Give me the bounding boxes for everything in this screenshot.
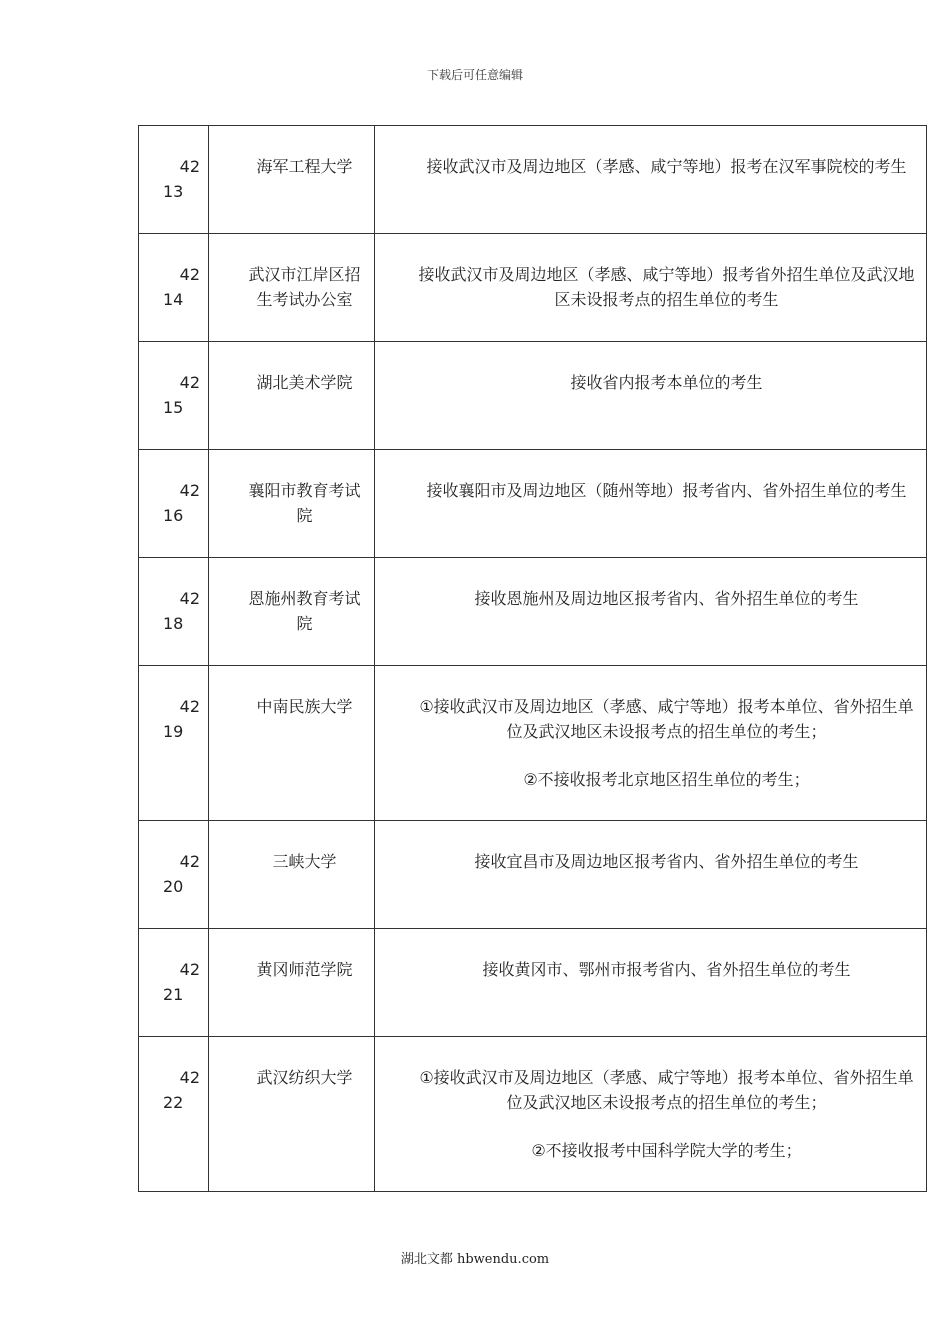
scope-text: ②不接收报考北京地区招生单位的考生；: [523, 770, 810, 789]
site-scope-cell: [375, 558, 927, 666]
site-unit-cell: 襄阳市教育考试院: [209, 450, 375, 558]
table-row: [139, 126, 927, 234]
site-code-part: 16: [163, 506, 184, 525]
site-unit-cell: 海军工程大学: [209, 126, 375, 234]
site-scope-cell: [375, 126, 927, 234]
scope-text: 接收襄阳市及周边地区（随州等地）报考省内、省外招生单位的考生: [426, 481, 907, 500]
site-scope-cell: [375, 450, 927, 558]
site-code-part: 19: [163, 722, 184, 741]
table-row: [139, 234, 927, 342]
table-row: [139, 450, 927, 558]
site-scope-cell: [375, 929, 927, 1037]
site-code-part: 42: [179, 589, 200, 608]
site-code-part: 42: [179, 1068, 200, 1087]
site-code-part: 42: [179, 157, 200, 176]
table-row: [139, 342, 927, 450]
scope-text: 接收宜昌市及周边地区报考省内、省外招生单位的考生: [474, 852, 859, 871]
site-code-cell: [139, 666, 209, 821]
page-header: 下载后可任意编辑: [426, 68, 523, 82]
site-code-part: 42: [179, 373, 200, 392]
site-code-part: 18: [163, 614, 184, 633]
site-unit-cell: 三峡大学: [209, 821, 375, 929]
site-code-cell: [139, 1037, 209, 1192]
site-code-cell: [139, 126, 209, 234]
scope-text: 接收恩施州及周边地区报考省内、省外招生单位的考生: [474, 589, 859, 608]
site-code-cell: [139, 821, 209, 929]
table-row: [139, 558, 927, 666]
page-footer: 湖北文都 hbwendu.com: [400, 1252, 550, 1267]
site-scope-cell: [375, 666, 927, 821]
site-code-cell: [139, 234, 209, 342]
site-code-part: 42: [179, 960, 200, 979]
table-body: [139, 126, 927, 1192]
scope-text: ①接收武汉市及周边地区（孝感、咸宁等地）报考本单位、省外招生单位及武汉地区未设报考点的招生单位的考生；: [419, 1068, 914, 1112]
table-row: [139, 1037, 927, 1192]
site-code-part: 20: [163, 877, 184, 896]
site-code-part: 15: [163, 398, 184, 417]
site-unit-cell: 武汉纺织大学: [209, 1037, 375, 1192]
site-scope-cell: [375, 342, 927, 450]
table-row: [139, 666, 927, 821]
site-code-part: 13: [163, 182, 184, 201]
site-code-part: 42: [179, 852, 200, 871]
scope-text: ①接收武汉市及周边地区（孝感、咸宁等地）报考本单位、省外招生单位及武汉地区未设报考点的招生单位的考生；: [419, 697, 914, 741]
site-unit-cell: 武汉市江岸区招生考试办公室: [209, 234, 375, 342]
site-code-part: 42: [179, 697, 200, 716]
site-scope-cell: [375, 1037, 927, 1192]
site-code-cell: [139, 450, 209, 558]
site-unit-cell: 湖北美术学院: [209, 342, 375, 450]
site-code-cell: [139, 558, 209, 666]
table-row: [139, 929, 927, 1037]
site-scope-cell: [375, 234, 927, 342]
site-code-part: 21: [163, 985, 184, 1004]
scope-text: 接收武汉市及周边地区（孝感、咸宁等地）报考在汉军事院校的考生: [426, 157, 907, 176]
scope-text: 接收省内报考本单位的考生: [570, 373, 763, 392]
site-code-part: 42: [179, 481, 200, 500]
scope-text: 接收武汉市及周边地区（孝感、咸宁等地）报考省外招生单位及武汉地区未设报考点的招生单位的考生: [418, 265, 915, 309]
site-code-part: 22: [163, 1093, 184, 1112]
scope-text: 接收黄冈市、鄂州市报考省内、省外招生单位的考生: [482, 960, 851, 979]
site-unit-cell: 恩施州教育考试院: [209, 558, 375, 666]
exam-site-table: [138, 125, 927, 1192]
site-unit-cell: 黄冈师范学院: [209, 929, 375, 1037]
site-code-part: 14: [163, 290, 184, 309]
table-row: [139, 821, 927, 929]
site-scope-cell: [375, 821, 927, 929]
site-unit-cell: 中南民族大学: [209, 666, 375, 821]
site-code-cell: [139, 342, 209, 450]
scope-text: ②不接收报考中国科学院大学的考生；: [531, 1141, 802, 1160]
site-code-cell: [139, 929, 209, 1037]
site-code-part: 42: [179, 265, 200, 284]
